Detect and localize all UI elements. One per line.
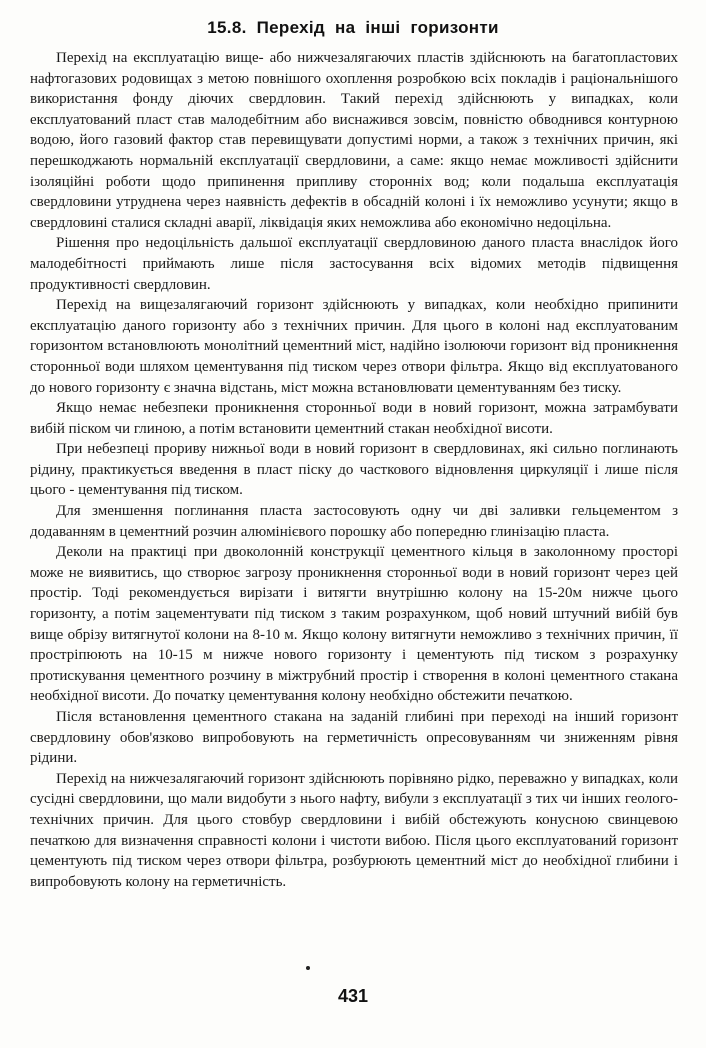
page-number: 431 bbox=[337, 986, 369, 1006]
paragraph: Після встановлення цементного стакана на заданій глибині при переході на інший горизонт свердловину обов'язково випробовують на герметичність опресовуванням чи зниженням рівня рідини. bbox=[30, 709, 678, 767]
paragraph: Для зменшення поглинання пласта застосовують одну чи дві заливки гельцементом з додаванням в цементний розчин алюмінієвого порошку або попередню глинізацію пласта. bbox=[30, 503, 678, 540]
paragraph: Перехід на нижчезалягаючий горизонт здійснюють порівняно рідко, переважно у випадках, коли сусідні свердловини, що мали видобути з нього нафту, вибули з експлуатації з тих чи інших геолого-технічних причин. Для цього стовбур свердловини і вибій обстежують конусною свинцевою печаткою для визначення справності колони і чистоти вибою. Після цього експлуатований горизонт цементують під тиском через отвори фільтра, розбурюють цементний міст до необхідної глибини і випробовують колону на герметичність. bbox=[30, 770, 678, 890]
paragraph: Рішення про недоцільність дальшої експлуатації свердловиною даного пласта внаслідок його малодебітності приймають лише після застосування всіх відомих методів підвищення продуктивності свердловин. bbox=[30, 235, 678, 293]
section-heading: 15.8. Перехід на інші горизонти bbox=[207, 18, 499, 37]
paragraph: Деколи на практиці при двоколонній конструкції цементного кільця в заколонному просторі може не виявитись, що створює загрозу проникнення сторонньої води в новий горизонт через цей простір. Тоді рекомендується вирізати і витягти внутрішню колону на 15-20м нижче цього горизонту, а потім зацементувати під тиском з таким розрахунком, щоб новий штучний вибій був вище обрізу витягнутої колони на 8-10 м. Якщо колону витягнути неможливо з технічних причин, її простріпюють на 10-15 м нижче нового горизонту і цементують під тиском з розрахунку протискування цементного розчину в міжтрубний простір і створення в колоні цементного стакана необхідної висоти. До початку цементування колону необхідно обстежити печаткою. bbox=[30, 544, 678, 705]
paragraph: Перехід на вищезалягаючий горизонт здійснюють у випадках, коли необхідно припинити експлуатацію даного горизонту або з технічних причин. Для цього в колоні над експлуатованим горизонтом встановлюють монолітний цементний міст, надійно ізолюючи горизонт від проникнення сторонньої води шляхом цементування під тиском через отвори фільтра. Якщо від експлуатованого до нового горизонту є значна відстань, міст можна встановлювати цементуванням без тиску. bbox=[30, 297, 678, 396]
paragraph: При небезпеці прориву нижньої води в новий горизонт в свердловинах, які сильно поглинають рідину, практикується введення в пласт піску до часткового відновлення циркуляції і лише після цього - цементування під тиском. bbox=[30, 441, 678, 499]
paragraph: Перехід на експлуатацію вище- або нижчезалягаючих пластів здійснюють на багатопластових нафтогазових родовищах з метою повнішого охоплення розробкою всіх покладів і раціональнішого використання фонду діючих свердловин. Такий перехід здійснюють у випадках, коли експлуатований пласт став малодебітним або виснажився зовсім, повністю обводнився контурною водою, його газовий фактор став перевищувати допустимі норми, а також з технічних причин, які перешкоджають нормальній експлуатації свердловини, а саме: якщо немає можливості здійснити ізоляційні роботи щодо припинення припливу сторонніх вод; коли подальша експлуатація свердловини утруднена через наявність дефектів в обсадній колоні і їх неможливо усунути; якщо в свердловині сталися складні аварії, ліквідація яких неможлива або економічно недоцільна. bbox=[30, 50, 678, 231]
paragraph: Якщо немає небезпеки проникнення сторонньої води в новий горизонт, можна затрамбувати вибій піском чи глиною, а потім встановити цементний стакан необхідної висоти. bbox=[30, 400, 678, 437]
ink-dot bbox=[306, 966, 310, 970]
body-text bbox=[30, 48, 678, 892]
